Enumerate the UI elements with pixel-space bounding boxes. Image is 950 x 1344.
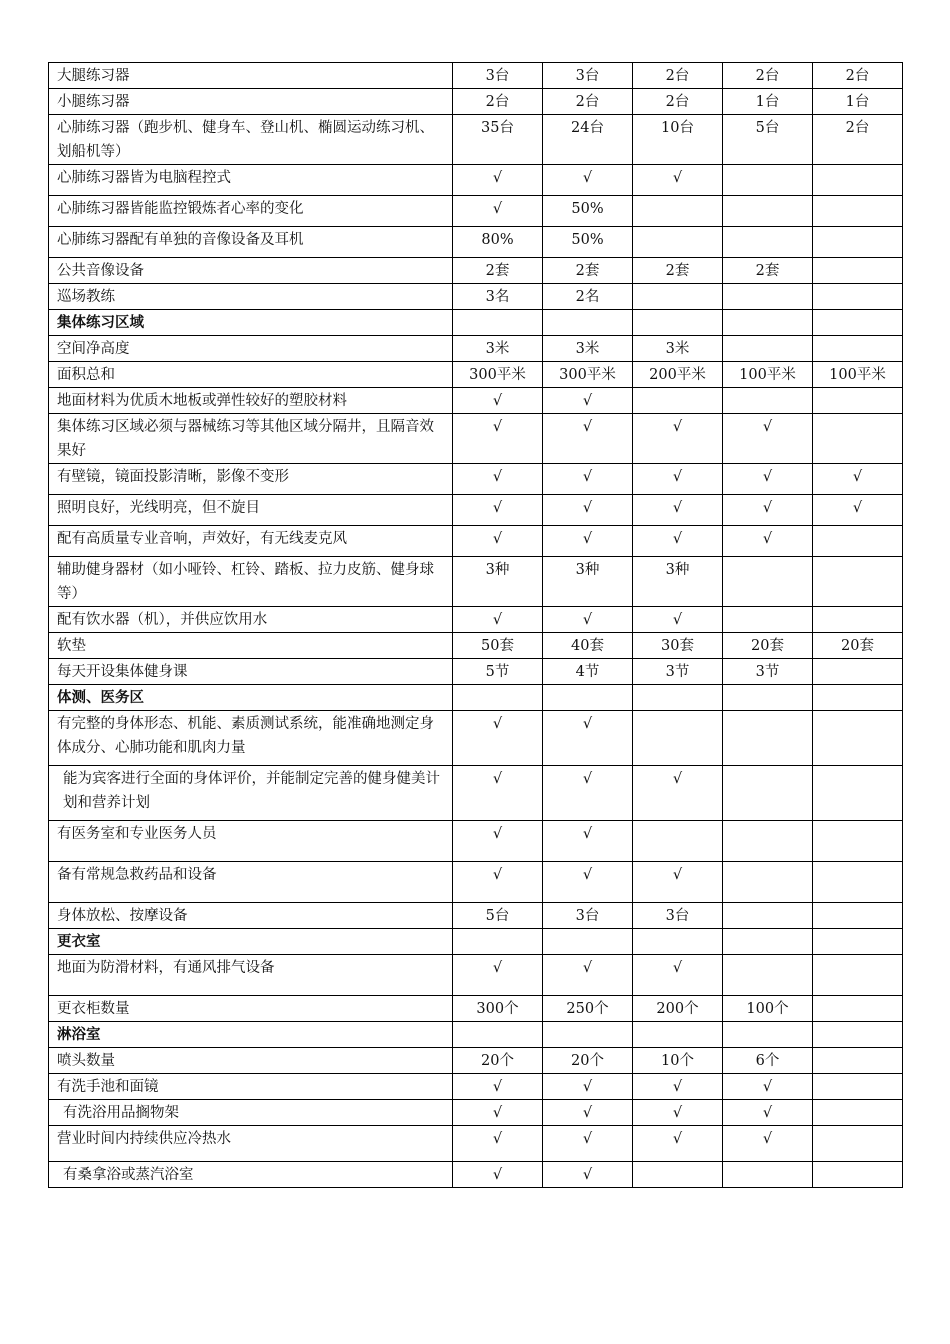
- value-cell: [633, 685, 723, 711]
- value-cell: √: [453, 607, 543, 633]
- table-row: [49, 955, 903, 996]
- value-cell: [723, 284, 813, 310]
- value-cell: √: [453, 862, 543, 903]
- value-cell: [723, 821, 813, 862]
- value-cell: √: [543, 1162, 633, 1188]
- value-cell: [723, 227, 813, 258]
- value-cell: [723, 1022, 813, 1048]
- value-cell: [813, 1162, 903, 1188]
- value-cell: [813, 955, 903, 996]
- value-cell: [723, 336, 813, 362]
- value-cell: [633, 284, 723, 310]
- value-cell: √: [633, 165, 723, 196]
- value-cell: [813, 388, 903, 414]
- value-cell: 20套: [723, 633, 813, 659]
- row-label: 身体放松、按摩设备: [49, 903, 453, 929]
- value-cell: 20套: [813, 633, 903, 659]
- value-cell: 3米: [543, 336, 633, 362]
- value-cell: [813, 996, 903, 1022]
- table-row: [49, 414, 903, 464]
- row-label: 有洗手池和面镜: [49, 1074, 453, 1100]
- section-header-row: [49, 685, 903, 711]
- value-cell: √: [543, 955, 633, 996]
- row-label: 地面材料为优质木地板或弹性较好的塑胶材料: [49, 388, 453, 414]
- section-title: 淋浴室: [49, 1022, 453, 1048]
- value-cell: √: [453, 388, 543, 414]
- value-cell: [813, 1100, 903, 1126]
- value-cell: √: [543, 1100, 633, 1126]
- value-cell: 2套: [543, 258, 633, 284]
- value-cell: [633, 821, 723, 862]
- value-cell: 3名: [453, 284, 543, 310]
- value-cell: [723, 1162, 813, 1188]
- fitness-standards-table: [48, 62, 903, 1188]
- value-cell: 3种: [453, 557, 543, 607]
- value-cell: [813, 1074, 903, 1100]
- value-cell: √: [633, 1126, 723, 1162]
- value-cell: [633, 1022, 723, 1048]
- table-row: [49, 996, 903, 1022]
- value-cell: √: [453, 1100, 543, 1126]
- value-cell: 6个: [723, 1048, 813, 1074]
- value-cell: 24台: [543, 115, 633, 165]
- value-cell: 3节: [723, 659, 813, 685]
- value-cell: [723, 955, 813, 996]
- value-cell: [813, 165, 903, 196]
- row-label: 每天开设集体健身课: [49, 659, 453, 685]
- value-cell: [813, 929, 903, 955]
- value-cell: [723, 929, 813, 955]
- value-cell: [723, 711, 813, 766]
- value-cell: 50%: [543, 227, 633, 258]
- value-cell: [723, 862, 813, 903]
- value-cell: 2台: [633, 89, 723, 115]
- table-row: [49, 464, 903, 495]
- row-label: 有桑拿浴或蒸汽浴室: [49, 1162, 453, 1188]
- value-cell: 2台: [453, 89, 543, 115]
- section-header-row: [49, 929, 903, 955]
- value-cell: √: [813, 464, 903, 495]
- value-cell: 3台: [543, 63, 633, 89]
- value-cell: 3节: [633, 659, 723, 685]
- value-cell: 5节: [453, 659, 543, 685]
- value-cell: 2名: [543, 284, 633, 310]
- value-cell: 40套: [543, 633, 633, 659]
- value-cell: [633, 388, 723, 414]
- value-cell: 3台: [633, 903, 723, 929]
- value-cell: 1台: [813, 89, 903, 115]
- value-cell: √: [723, 1100, 813, 1126]
- table-row: [49, 284, 903, 310]
- value-cell: [723, 196, 813, 227]
- table-row: [49, 607, 903, 633]
- table-row: [49, 557, 903, 607]
- value-cell: [813, 862, 903, 903]
- value-cell: [813, 310, 903, 336]
- value-cell: 2台: [543, 89, 633, 115]
- row-label: 配有饮水器（机），并供应饮用水: [49, 607, 453, 633]
- value-cell: 2套: [723, 258, 813, 284]
- value-cell: [633, 196, 723, 227]
- value-cell: 3台: [453, 63, 543, 89]
- row-label: 集体练习区域必须与器械练习等其他区域分隔井，且隔音效果好: [49, 414, 453, 464]
- value-cell: √: [633, 464, 723, 495]
- table-row: [49, 258, 903, 284]
- table-row: [49, 821, 903, 862]
- value-cell: √: [723, 1126, 813, 1162]
- section-title: 体测、医务区: [49, 685, 453, 711]
- value-cell: [813, 284, 903, 310]
- value-cell: 20个: [543, 1048, 633, 1074]
- row-label: 营业时间内持续供应冷热水: [49, 1126, 453, 1162]
- value-cell: 100平米: [723, 362, 813, 388]
- value-cell: √: [543, 862, 633, 903]
- value-cell: 200个: [633, 996, 723, 1022]
- value-cell: [543, 929, 633, 955]
- value-cell: √: [633, 766, 723, 821]
- value-cell: 30套: [633, 633, 723, 659]
- value-cell: [453, 685, 543, 711]
- value-cell: √: [543, 1126, 633, 1162]
- row-label: 公共音像设备: [49, 258, 453, 284]
- value-cell: [543, 1022, 633, 1048]
- value-cell: [813, 258, 903, 284]
- table-row: [49, 196, 903, 227]
- value-cell: 2台: [813, 63, 903, 89]
- value-cell: √: [543, 1074, 633, 1100]
- row-label: 心肺练习器皆为电脑程控式: [49, 165, 453, 196]
- row-label: 面积总和: [49, 362, 453, 388]
- value-cell: √: [453, 766, 543, 821]
- value-cell: √: [633, 414, 723, 464]
- value-cell: √: [453, 955, 543, 996]
- value-cell: √: [633, 495, 723, 526]
- value-cell: [813, 557, 903, 607]
- row-label: 能为宾客进行全面的身体评价，并能制定完善的健身健美计划和营养计划: [49, 766, 453, 821]
- value-cell: √: [453, 1126, 543, 1162]
- value-cell: [543, 310, 633, 336]
- value-cell: √: [543, 388, 633, 414]
- value-cell: 4节: [543, 659, 633, 685]
- value-cell: [633, 227, 723, 258]
- value-cell: [813, 196, 903, 227]
- value-cell: [723, 388, 813, 414]
- value-cell: 3米: [633, 336, 723, 362]
- table-row: [49, 1048, 903, 1074]
- value-cell: √: [453, 711, 543, 766]
- value-cell: √: [633, 1100, 723, 1126]
- value-cell: 10个: [633, 1048, 723, 1074]
- row-label: 喷头数量: [49, 1048, 453, 1074]
- value-cell: √: [633, 607, 723, 633]
- value-cell: √: [543, 464, 633, 495]
- value-cell: 300个: [453, 996, 543, 1022]
- value-cell: 3台: [543, 903, 633, 929]
- standards-table-page: [48, 62, 903, 1188]
- row-label: 大腿练习器: [49, 63, 453, 89]
- value-cell: 250个: [543, 996, 633, 1022]
- value-cell: [813, 526, 903, 557]
- table-row: [49, 362, 903, 388]
- table-row: [49, 766, 903, 821]
- section-title: 集体练习区域: [49, 310, 453, 336]
- value-cell: 3种: [543, 557, 633, 607]
- table-row: [49, 115, 903, 165]
- value-cell: 50%: [543, 196, 633, 227]
- value-cell: √: [543, 414, 633, 464]
- value-cell: √: [453, 196, 543, 227]
- value-cell: [813, 821, 903, 862]
- row-label: 辅助健身器材（如小哑铃、杠铃、踏板、拉力皮筋、健身球等）: [49, 557, 453, 607]
- value-cell: [723, 607, 813, 633]
- value-cell: [813, 1126, 903, 1162]
- table-row: [49, 388, 903, 414]
- value-cell: 10台: [633, 115, 723, 165]
- value-cell: [633, 310, 723, 336]
- value-cell: [723, 766, 813, 821]
- row-label: 有医务室和专业医务人员: [49, 821, 453, 862]
- table-row: [49, 336, 903, 362]
- table-row: [49, 63, 903, 89]
- table-row: [49, 862, 903, 903]
- value-cell: [813, 766, 903, 821]
- table-row: [49, 495, 903, 526]
- value-cell: 2套: [453, 258, 543, 284]
- value-cell: [723, 685, 813, 711]
- value-cell: 2台: [723, 63, 813, 89]
- value-cell: √: [453, 165, 543, 196]
- value-cell: 50套: [453, 633, 543, 659]
- value-cell: √: [633, 1074, 723, 1100]
- value-cell: 300平米: [543, 362, 633, 388]
- table-row: [49, 526, 903, 557]
- value-cell: √: [723, 464, 813, 495]
- value-cell: 3种: [633, 557, 723, 607]
- value-cell: √: [453, 464, 543, 495]
- value-cell: √: [543, 607, 633, 633]
- value-cell: √: [453, 526, 543, 557]
- value-cell: [813, 685, 903, 711]
- value-cell: √: [633, 862, 723, 903]
- table-row: [49, 1162, 903, 1188]
- value-cell: √: [723, 1074, 813, 1100]
- value-cell: [723, 903, 813, 929]
- value-cell: [813, 711, 903, 766]
- value-cell: √: [633, 526, 723, 557]
- row-label: 巡场教练: [49, 284, 453, 310]
- value-cell: 1台: [723, 89, 813, 115]
- value-cell: [813, 1048, 903, 1074]
- value-cell: [453, 929, 543, 955]
- value-cell: [723, 310, 813, 336]
- value-cell: √: [633, 955, 723, 996]
- value-cell: √: [723, 495, 813, 526]
- value-cell: [813, 903, 903, 929]
- row-label: 心肺练习器皆能监控锻炼者心率的变化: [49, 196, 453, 227]
- row-label: 有壁镜，镜面投影清晰，影像不变形: [49, 464, 453, 495]
- row-label: 配有高质量专业音响，声效好，有无线麦克风: [49, 526, 453, 557]
- table-row: [49, 711, 903, 766]
- table-row: [49, 1074, 903, 1100]
- row-label: 心肺练习器（跑步机、健身车、登山机、椭圆运动练习机、划船机等）: [49, 115, 453, 165]
- section-header-row: [49, 310, 903, 336]
- value-cell: √: [723, 526, 813, 557]
- value-cell: 300平米: [453, 362, 543, 388]
- value-cell: 100平米: [813, 362, 903, 388]
- value-cell: [453, 310, 543, 336]
- row-label: 心肺练习器配有单独的音像设备及耳机: [49, 227, 453, 258]
- value-cell: 5台: [453, 903, 543, 929]
- value-cell: √: [723, 414, 813, 464]
- value-cell: [813, 336, 903, 362]
- value-cell: [633, 1162, 723, 1188]
- value-cell: √: [543, 526, 633, 557]
- value-cell: [633, 929, 723, 955]
- section-title: 更衣室: [49, 929, 453, 955]
- table-row: [49, 659, 903, 685]
- value-cell: 20个: [453, 1048, 543, 1074]
- row-label: 更衣柜数量: [49, 996, 453, 1022]
- value-cell: √: [543, 165, 633, 196]
- value-cell: 3米: [453, 336, 543, 362]
- row-label: 备有常规急救药品和设备: [49, 862, 453, 903]
- value-cell: √: [453, 1074, 543, 1100]
- value-cell: √: [543, 821, 633, 862]
- value-cell: √: [543, 711, 633, 766]
- row-label: 有洗浴用品搁物架: [49, 1100, 453, 1126]
- value-cell: [543, 685, 633, 711]
- value-cell: [813, 414, 903, 464]
- value-cell: [633, 711, 723, 766]
- table-row: [49, 903, 903, 929]
- value-cell: 2台: [633, 63, 723, 89]
- table-body: [49, 63, 903, 1188]
- value-cell: √: [543, 495, 633, 526]
- value-cell: √: [813, 495, 903, 526]
- value-cell: 80%: [453, 227, 543, 258]
- value-cell: √: [453, 1162, 543, 1188]
- table-row: [49, 227, 903, 258]
- table-row: [49, 165, 903, 196]
- row-label: 软垫: [49, 633, 453, 659]
- value-cell: 2套: [633, 258, 723, 284]
- value-cell: √: [453, 414, 543, 464]
- value-cell: [813, 607, 903, 633]
- row-label: 地面为防滑材料，有通风排气设备: [49, 955, 453, 996]
- value-cell: [453, 1022, 543, 1048]
- value-cell: 35台: [453, 115, 543, 165]
- value-cell: 200平米: [633, 362, 723, 388]
- row-label: 空间净高度: [49, 336, 453, 362]
- row-label: 小腿练习器: [49, 89, 453, 115]
- value-cell: [813, 659, 903, 685]
- value-cell: 2台: [813, 115, 903, 165]
- value-cell: [723, 557, 813, 607]
- value-cell: 5台: [723, 115, 813, 165]
- table-row: [49, 1126, 903, 1162]
- value-cell: √: [453, 495, 543, 526]
- table-row: [49, 1100, 903, 1126]
- table-row: [49, 633, 903, 659]
- section-header-row: [49, 1022, 903, 1048]
- value-cell: [813, 227, 903, 258]
- value-cell: √: [453, 821, 543, 862]
- value-cell: [813, 1022, 903, 1048]
- row-label: 有完整的身体形态、机能、素质测试系统，能准确地测定身体成分、心肺功能和肌肉力量: [49, 711, 453, 766]
- row-label: 照明良好，光线明亮，但不旋目: [49, 495, 453, 526]
- table-row: [49, 89, 903, 115]
- value-cell: √: [543, 766, 633, 821]
- value-cell: 100个: [723, 996, 813, 1022]
- value-cell: [723, 165, 813, 196]
